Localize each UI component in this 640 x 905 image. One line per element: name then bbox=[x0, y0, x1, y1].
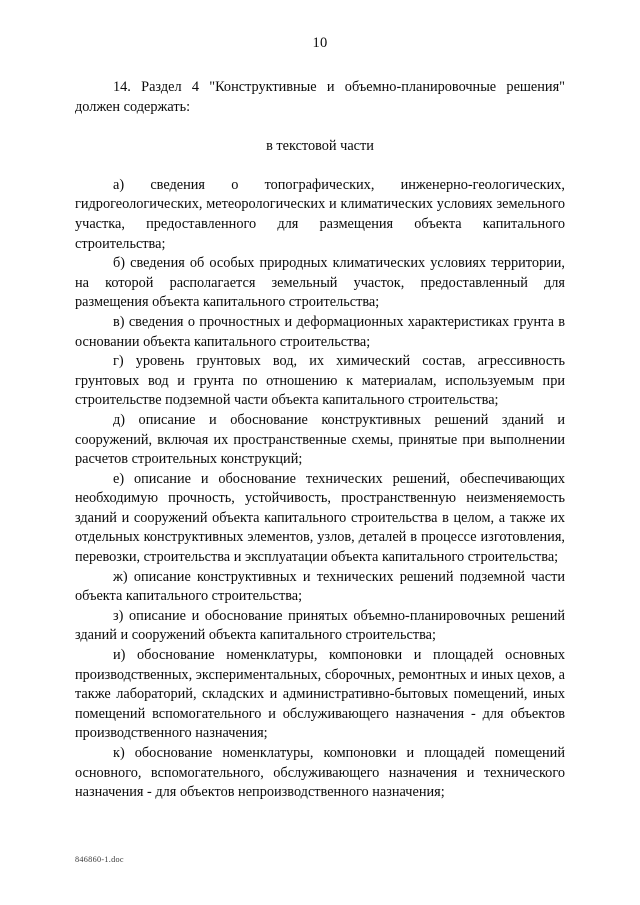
section-heading: в текстовой части bbox=[266, 138, 374, 155]
list-item: з) описание и обоснование принятых объемно-планировочных решений зданий и сооружений объекта капитального строительства; bbox=[75, 607, 565, 644]
spacer-before-heading bbox=[75, 117, 565, 137]
list-item: и) обоснование номенклатуры, компоновки и площадей основных производственных, экспериментальных, сборочных, ремонтных и иных цехов, а также лабораторий, складских и административно-бытовых помещений, иных помещений вспомогательного и обслуживающего назначения - для объектов производственного назначения; bbox=[75, 647, 565, 742]
list-item: е) описание и обоснование технических решений, обеспечивающих необходимую прочность, устойчивость, пространственную неизменяемость зданий и сооружений объекта капитального строительства в целом, а также их отдельных конструктивных элементов, узлов, деталей в процессе изготовления, перевозки, строительства и эксплуатации объекта капитального строительства; bbox=[75, 470, 565, 566]
list-item: в) сведения о прочностных и деформационных характеристиках грунта в основании объекта капитального строительства; bbox=[75, 313, 565, 350]
list-item: д) описание и обоснование конструктивных решений зданий и сооружений, включая их пространственные схемы, принятые при выполнении расчетов строительных конструкций; bbox=[75, 411, 565, 468]
list-item: б) сведения об особых природных климатических условиях территории, на которой располагается земельный участок, предоставленный для размещения объекта капитального строительства; bbox=[75, 255, 565, 311]
intro-paragraph: 14. Раздел 4 "Конструктивные и объемно-планировочные решения" должен содержать: bbox=[75, 79, 565, 115]
list-item: г) уровень грунтовых вод, их химический состав, агрессивность грунтовых вод и грунта по отношению к материалам, используемым при строительстве подземной части объекта капитального строительства; bbox=[75, 353, 565, 409]
list-item: ж) описание конструктивных и технических решений подземной части объекта капитального строительства; bbox=[75, 568, 565, 605]
footer-document-id: 846860-1.doc bbox=[75, 855, 124, 864]
document-body bbox=[75, 78, 565, 803]
page-number: 10 bbox=[312, 35, 328, 51]
list-item: к) обоснование номенклатуры, компоновки и площадей помещений основного, вспомогательного, обслуживающего назначения и технического назначения - для объектов непроизводственного назначения; bbox=[75, 745, 565, 801]
list-item: а) сведения о топографических, инженерно-геологических, гидрогеологических, метеорологических и климатических условиях земельного участка, предоставленного для размещения объекта капитального строительства; bbox=[75, 176, 565, 252]
spacer-after-heading bbox=[75, 157, 565, 176]
